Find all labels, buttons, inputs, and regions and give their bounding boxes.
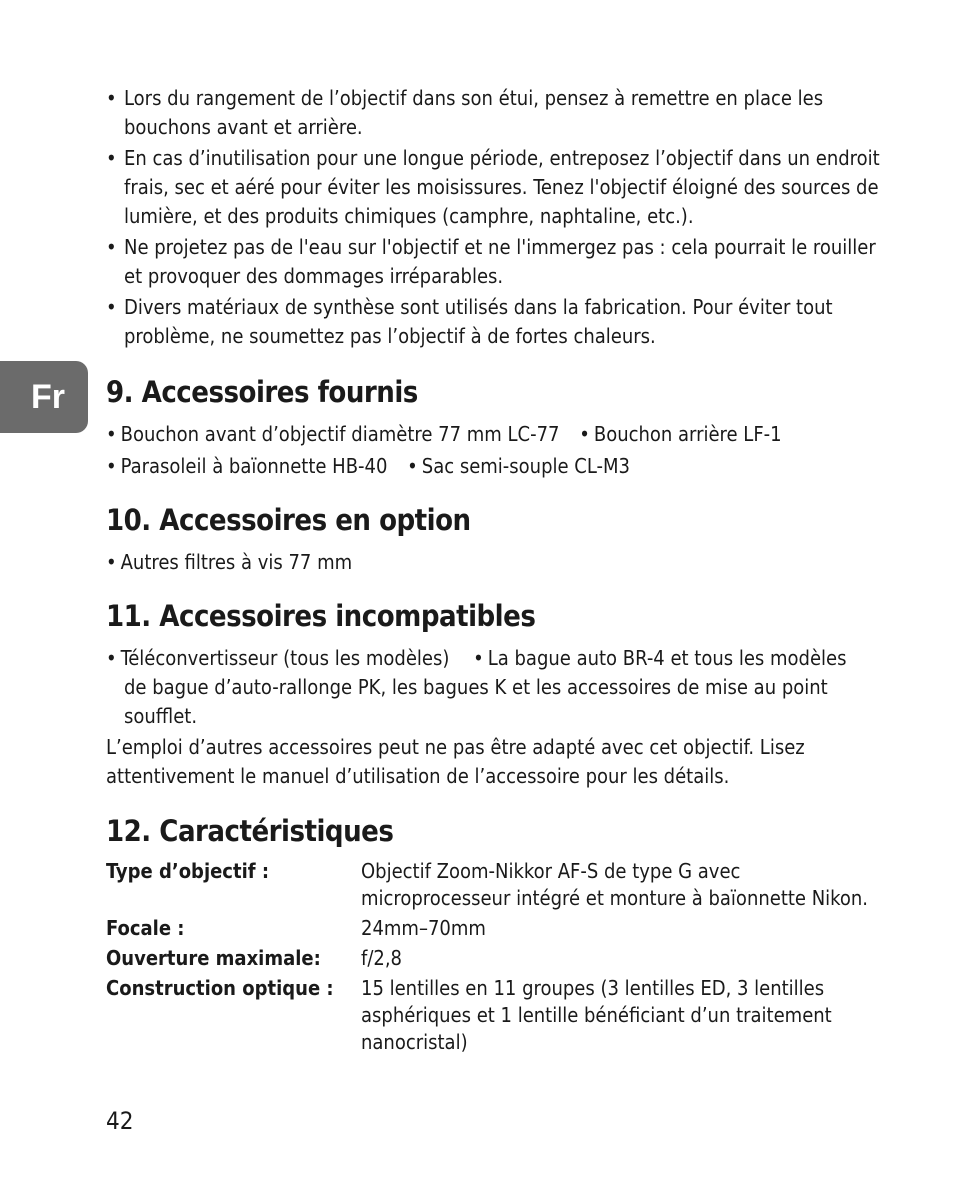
incompatible-row-1: • Téléconvertisseur (tous les modèles) • La bague auto BR-4 et tous les modèles <box>106 646 847 670</box>
section-heading-accessories-supplied: 9. Accessoires fournis <box>106 375 418 409</box>
spec-value: 15 lentilles en 11 groupes (3 lentilles ED, 3 lentilles asphériques et 1 lentille bénéficiant d’un traitement nanocristal) <box>361 976 832 1054</box>
section-heading-incompatible-accessories: 11. Accessoires incompatibles <box>106 599 536 633</box>
section-heading-specifications: 12. Caractéristiques <box>106 814 394 848</box>
supplied-row-1: • Bouchon avant d’objectif diamètre 77 mm LC-77 • Bouchon arrière LF-1 <box>106 422 782 446</box>
incompatible-note: L’emploi d’autres accessoires peut ne pas être adapté avec cet objectif. Lisez attentivement le manuel d’utilisation de l’accessoire pour les détails. <box>106 735 805 788</box>
care-bullet-storage: • Lors du rangement de l’objectif dans son étui, pensez à remettre en place les bouchons avant et arrière. <box>106 84 886 142</box>
spec-value: 24mm–70mm <box>361 916 486 940</box>
incompatible-item-continuation: de bague d’auto-rallonge PK, les bagues K et les accessoires de mise au point soufflet. <box>124 675 828 728</box>
supplied-item-hood: Parasoleil à baïonnette HB-40 <box>120 454 388 478</box>
optional-item: • Autres filtres à vis 77 mm <box>106 550 353 574</box>
spec-value: Objectif Zoom-Nikkor AF-S de type G avec microprocesseur intégré et monture à baïonnette Nikon. <box>361 859 869 910</box>
spec-label: Focale : <box>106 916 185 940</box>
page-number: 42 <box>106 1107 134 1135</box>
care-bullet-long-term: • En cas d’inutilisation pour une longue période, entreposez l’objectif dans un endroit frais, sec et aéré pour éviter les moisissures. Tenez l'objectif éloigné des sources de lumière, et des produits chimiques (camphre, naphtaline, etc.). <box>106 144 886 231</box>
optional-item-filters: Autres filtres à vis 77 mm <box>120 550 353 574</box>
spec-label: Ouverture maximale: <box>106 946 321 970</box>
care-bullet-water: • Ne projetez pas de l'eau sur l'objectif et ne l'immergez pas : cela pourrait le rouiller et provoquer des dommages irréparables. <box>106 233 886 291</box>
section-heading-optional-accessories: 10. Accessoires en option <box>106 503 471 537</box>
care-bullet-list <box>106 84 886 351</box>
supplied-row-2: • Parasoleil à baïonnette HB-40 • Sac semi-souple CL-M3 <box>106 454 630 478</box>
supplied-item-case: Sac semi-souple CL-M3 <box>421 454 630 478</box>
spec-label: Construction optique : <box>106 976 334 1000</box>
care-bullet-heat: • Divers matériaux de synthèse sont utilisés dans la fabrication. Pour éviter tout problème, ne soumettez pas l’objectif à de fortes chaleurs. <box>106 293 886 351</box>
incompatible-item-teleconverter: Téléconvertisseur (tous les modèles) <box>120 646 450 670</box>
spec-label: Type d’objectif : <box>106 859 270 883</box>
incompatible-item-br4: La bague auto BR-4 et tous les modèles <box>487 646 847 670</box>
spec-row-lens-type <box>106 858 886 914</box>
spec-value: f/2,8 <box>361 946 402 970</box>
language-tab: Fr <box>0 361 88 433</box>
supplied-item-front-cap: Bouchon avant d’objectif diamètre 77 mm LC-77 <box>120 422 560 446</box>
supplied-item-rear-cap: Bouchon arrière LF-1 <box>593 422 782 446</box>
